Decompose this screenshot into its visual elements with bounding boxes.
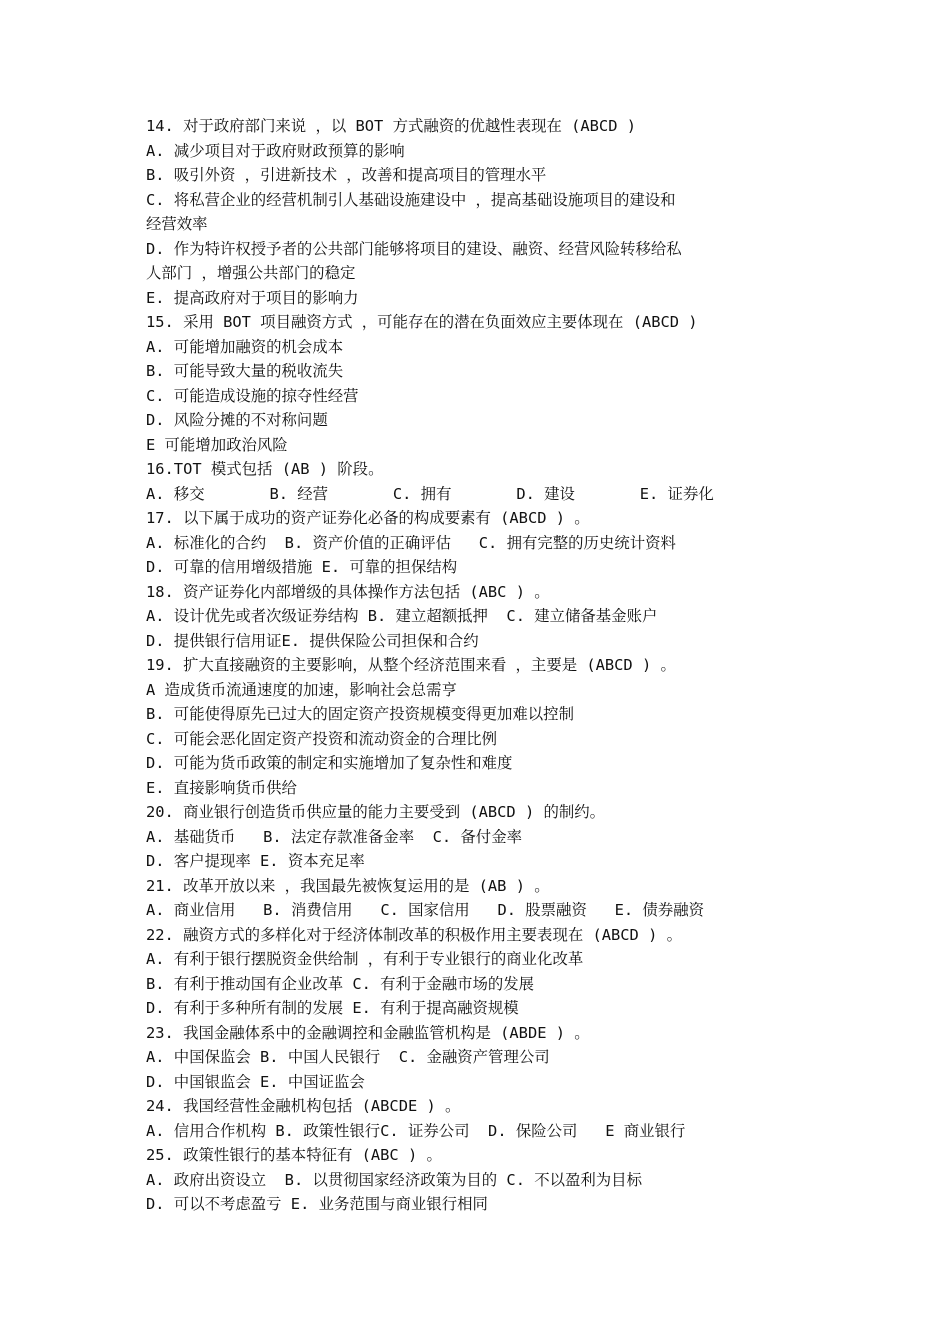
text-line: B. 可能使得原先已过大的固定资产投资规模变得更加难以控制	[146, 705, 574, 723]
text-line: C. 可能会恶化固定资产投资和流动资金的合理比例	[146, 729, 498, 748]
text-line: E 可能增加政治风险	[146, 435, 288, 454]
text-line: D. 可能为货币政策的制定和实施增加了复杂性和难度	[146, 754, 513, 772]
text-line: 19. 扩大直接融资的主要影响，从整个经济范围来看 ，主要是 (ABCD ) 。	[146, 656, 676, 674]
text-line: C. 将私营企业的经营机制引人基础设施建设中 ，提高基础设施项目的建设和	[146, 190, 676, 209]
text-line: A. 有利于银行摆脱资金供给制 ，有利于专业银行的商业化改革	[146, 950, 584, 968]
text-line: D. 中国银监会 E. 中国证监会	[146, 1072, 365, 1091]
text-line: 15. 采用 BOT 项目融资方式 ，可能存在的潜在负面效应主要体现在 (ABCD )	[146, 313, 698, 331]
text-line: 23. 我国金融体系中的金融调控和金融监管机构是 (ABDE ) 。	[146, 1023, 590, 1042]
text-line: A. 移交 B. 经营 C. 拥有 D. 建设 E. 证券化	[146, 484, 714, 503]
text-line: 22. 融资方式的多样化对于经济体制改革的积极作用主要表现在 (ABCD ) 。	[146, 925, 683, 944]
text-line: E. 直接影响货币供给	[146, 778, 297, 797]
text-line: C. 可能造成设施的掠夺性经营	[146, 386, 359, 405]
text-line: 17. 以下属于成功的资产证券化必备的构成要素有 (ABCD ) 。	[146, 509, 590, 527]
text-line: 25. 政策性银行的基本特征有 (ABC ) 。	[146, 1146, 442, 1164]
text-line: 24. 我国经营性金融机构包括 (ABCDE ) 。	[146, 1097, 461, 1115]
text-line: D. 有利于多种所有制的发展 E. 有利于提高融资规模	[146, 999, 519, 1017]
text-line: B. 可能导致大量的税收流失	[146, 362, 344, 380]
document-page	[146, 114, 826, 1217]
text-line: 21. 改革开放以来 ，我国最先被恢复运用的是 (AB ) 。	[146, 876, 550, 895]
text-line: D. 可以不考虑盈亏 E. 业务范围与商业银行相同	[146, 1195, 488, 1213]
text-line: A. 基础货币 B. 法定存款准备金率 C. 备付金率	[146, 827, 522, 846]
text-line: A. 中国保监会 B. 中国人民银行 C. 金融资产管理公司	[146, 1048, 550, 1066]
text-line: E. 提高政府对于项目的影响力	[146, 288, 359, 307]
text-line: B. 有利于推动国有企业改革 C. 有利于金融市场的发展	[146, 974, 535, 993]
text-line: D. 作为特许权授予者的公共部门能够将项目的建设、融资、经营风险转移给私	[146, 239, 682, 258]
text-line: A. 商业信用 B. 消费信用 C. 国家信用 D. 股票融资 E. 债券融资	[146, 901, 704, 919]
text-line: 经营效率	[146, 215, 208, 233]
text-line: A. 减少项目对于政府财政预算的影响	[146, 141, 405, 160]
text-line: D. 客户提现率 E. 资本充足率	[146, 852, 365, 870]
text-line: A. 信用合作机构 B. 政策性银行C. 证券公司 D. 保险公司 E 商业银行	[146, 1121, 686, 1140]
text-line: A. 标准化的合约 B. 资产价值的正确评估 C. 拥有完整的历史统计资料	[146, 533, 676, 552]
text-line: 人部门 ，增强公共部门的稳定	[146, 264, 356, 282]
text-line: 18. 资产证券化内部增级的具体操作方法包括 (ABC ) 。	[146, 582, 550, 601]
text-line: A. 设计优先或者次级证券结构 B. 建立超额抵押 C. 建立储备基金账户	[146, 607, 658, 625]
text-line: 16.TOT 模式包括 (AB ) 阶段。	[146, 460, 384, 478]
text-line: 20. 商业银行创造货币供应量的能力主要受到 (ABCD ) 的制约。	[146, 803, 606, 821]
text-line: A 造成货币流通速度的加速，影响社会总需亨	[146, 680, 457, 699]
text-line: D. 提供银行信用证E. 提供保险公司担保和合约	[146, 631, 479, 650]
text-line: A. 政府出资设立 B. 以贯彻国家经济政策为目的 C. 不以盈利为目标	[146, 1170, 642, 1189]
text-line: D. 风险分摊的不对称问题	[146, 411, 328, 429]
text-line: A. 可能增加融资的机会成本	[146, 337, 344, 356]
text-line: B. 吸引外资 ，引进新技术 ，改善和提高项目的管理水平	[146, 166, 547, 184]
text-line: D. 可靠的信用增级措施 E. 可靠的担保结构	[146, 558, 458, 576]
text-line: 14. 对于政府部门来说 ，以 BOT 方式融资的优越性表现在 (ABCD )	[146, 117, 636, 135]
